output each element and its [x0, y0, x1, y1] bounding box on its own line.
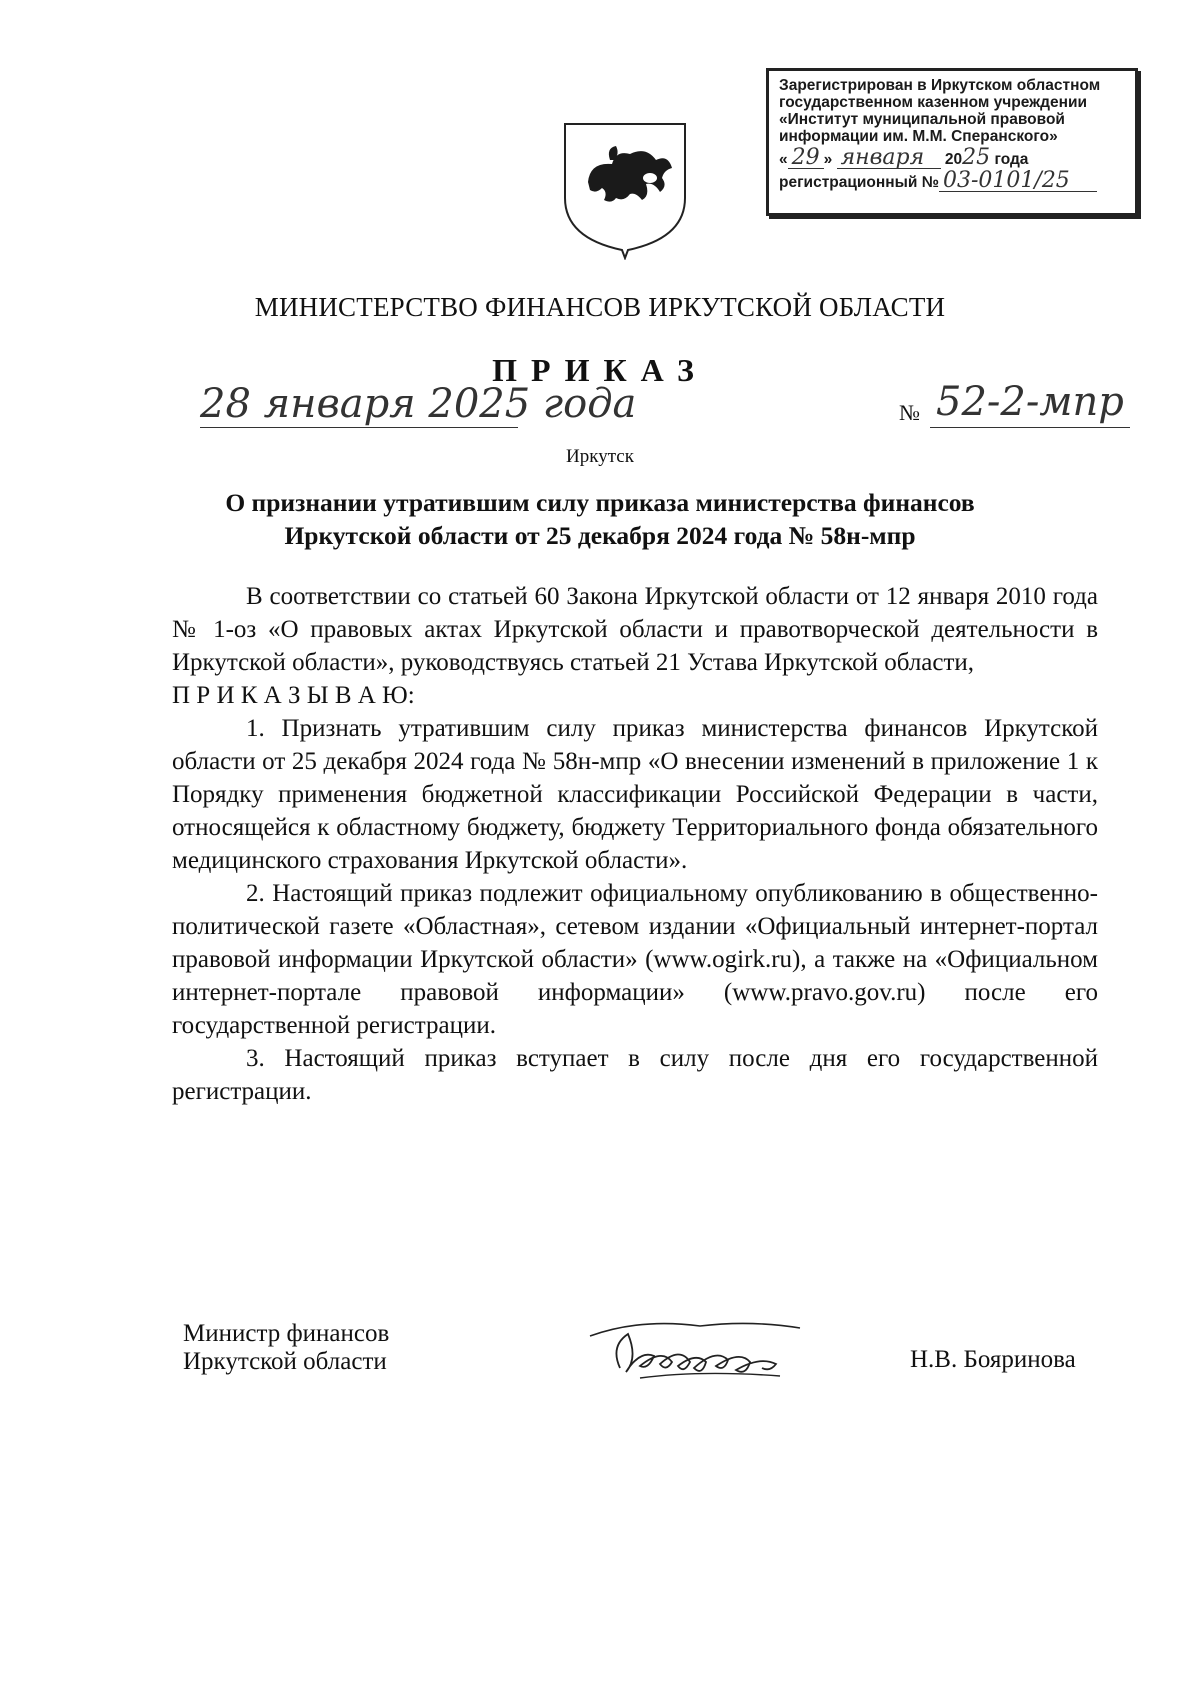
- signatory-title: Министр финансов Иркутской области: [183, 1320, 390, 1375]
- document-type: ПРИКАЗ: [492, 352, 708, 388]
- stamp-date-month: января: [837, 148, 941, 169]
- title-line-1: О признании утратившим силу приказа министерства финансов: [225, 488, 975, 517]
- handwritten-signature: [580, 1306, 820, 1386]
- stamp-reg-line: регистрационный № 03-0101/25: [779, 171, 1127, 192]
- stamp-line-3: «Институт муниципальной правовой: [779, 111, 1065, 128]
- document-title: [150, 486, 1050, 552]
- handwritten-date: 28 января 2025 года: [200, 381, 637, 427]
- item-1: 1. Признать утратившим силу приказ министерства финансов Иркутской области от 25 декабря 2024 года № 58н-мпр «О внесении изменений в приложение 1 к Порядку применения бюджетной классификации Российской Федерации в части, относящейся к областному бюджету, бюджету Территориального фонда обязательного медицинского страхования Иркутской области».: [172, 715, 1098, 874]
- stamp-date-day: 29: [788, 148, 824, 169]
- preamble: В соответствии со статьей 60 Закона Иркутской области от 12 января 2010 года № 1-оз «О правовых актах Иркутской области и правотворческой деятельности в Иркутской области», руководствуясь статьей 21 Устава Иркутской области,: [172, 583, 1098, 676]
- document-body: [172, 580, 1098, 1108]
- signatory-name: Н.В. Бояринова: [910, 1346, 1076, 1373]
- number-underline: [930, 427, 1130, 428]
- city: Иркутск: [566, 446, 634, 467]
- order-word: П Р И К А З Ы В А Ю:: [172, 682, 415, 709]
- stamp-reg-number: 03-0101/25: [939, 171, 1097, 192]
- ministry-name: МИНИСТЕРСТВО ФИНАНСОВ ИРКУТСКОЙ ОБЛАСТИ: [254, 292, 946, 322]
- date-underline: [200, 427, 518, 428]
- stamp-line-4: информации им. М.М. Сперанского»: [779, 128, 1058, 145]
- item-2: 2. Настоящий приказ подлежит официальному опубликованию в общественно-политической газете «Областная», сетевом издании «Официальный интернет-портал правовой информации Иркутской области» (www.ogirk.ru), а также на «Официальном интернет-портале правовой информации» (www.pravo.gov.ru) после его государственной регистрации.: [172, 880, 1098, 1039]
- number-sign: №: [899, 400, 920, 425]
- registration-stamp: [766, 68, 1138, 216]
- stamp-date-year: 25: [962, 145, 991, 170]
- stamp-line-2: государственном казенном учреждении: [779, 94, 1088, 111]
- handwritten-number: 52-2-мпр: [936, 379, 1124, 425]
- stamp-date-line: « 29 » января 2025 года: [779, 145, 1029, 170]
- title-line-2: Иркутской области от 25 декабря 2024 года № 58н-мпр: [284, 521, 916, 550]
- item-3: 3. Настоящий приказ вступает в силу после дня его государственной регистрации.: [172, 1045, 1098, 1105]
- stamp-line-1: Зарегистрирован в Иркутском областном: [779, 77, 1101, 94]
- coat-of-arms-icon: [560, 120, 690, 260]
